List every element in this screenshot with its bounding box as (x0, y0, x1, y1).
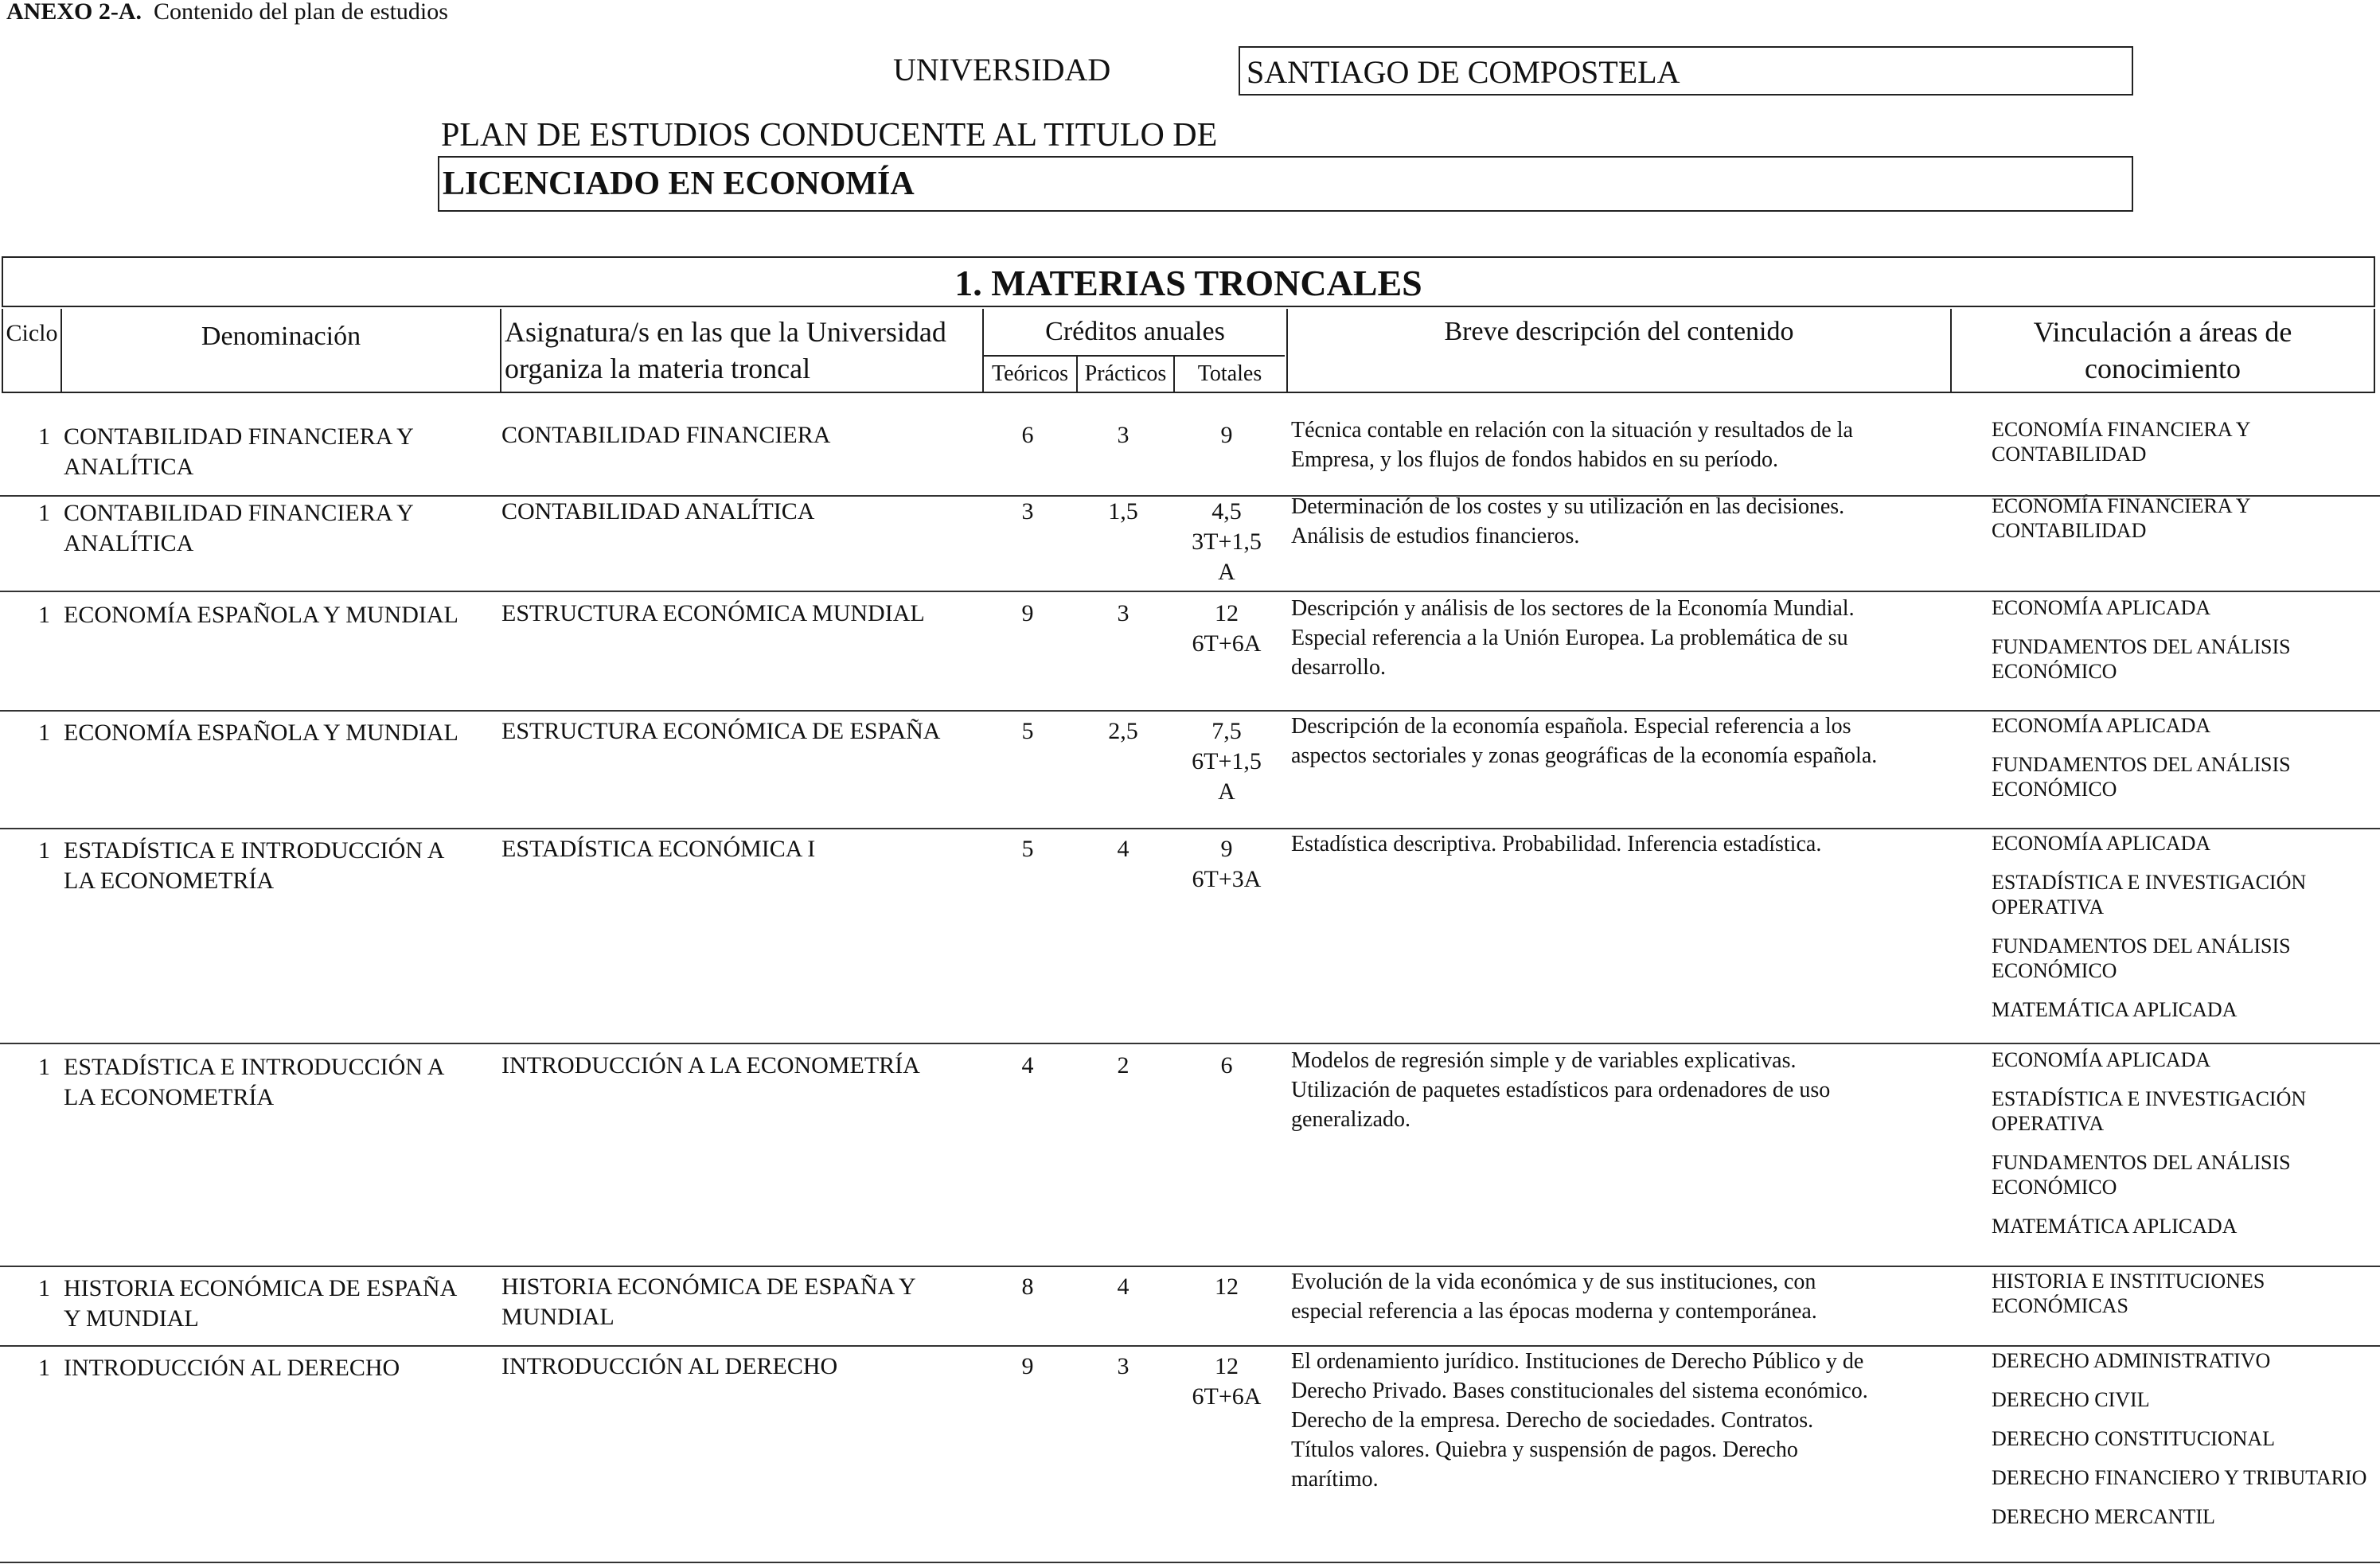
area-item-line: MATEMÁTICA APLICADA (1992, 1215, 2238, 1238)
denominacion (64, 1052, 444, 1113)
header-creditos-text: Créditos anuales (1045, 317, 1225, 346)
totales-value (1191, 599, 1262, 659)
totales-value (1191, 1051, 1262, 1081)
ciclo-value: 1 (38, 1355, 50, 1381)
denominacion (64, 1353, 400, 1383)
totales-line: 4,5 (1211, 498, 1242, 525)
denominacion-line: ESTADÍSTICA E INTRODUCCIÓN A (64, 1054, 445, 1080)
area-item-line: DERECHO FINANCIERO Y TRIBUTARIO (1992, 1466, 2367, 1489)
area-item (1992, 997, 2306, 1022)
area-item-line: ECONÓMICO (1992, 778, 2117, 801)
descripcion (1291, 492, 1844, 551)
denominacion-line: ECONOMÍA ESPAÑOLA Y MUNDIAL (64, 720, 458, 746)
area-item (1992, 493, 2251, 543)
teoricos-value: 6 (1021, 422, 1034, 448)
totales-line: 6T+1,5 (1192, 748, 1262, 774)
asignatura-line: CONTABILIDAD FINANCIERA (501, 422, 831, 448)
teoricos-value: 5 (1021, 836, 1034, 862)
area-item (1992, 870, 2306, 919)
denominacion-line: Y MUNDIAL (64, 1305, 199, 1332)
descripcion-line: Derecho de la empresa. Derecho de sociedades. Contratos. (1291, 1408, 1814, 1433)
asignatura-line: ESTRUCTURA ECONÓMICA MUNDIAL (501, 600, 925, 626)
descripcion (1291, 1347, 1868, 1494)
asignatura-line: CONTABILIDAD ANALÍTICA (501, 498, 815, 525)
denominacion-line: INTRODUCCIÓN AL DERECHO (64, 1355, 400, 1381)
totales-value (1191, 1272, 1262, 1302)
areas-conocimiento (1992, 595, 2291, 698)
area-item-line: MATEMÁTICA APLICADA (1992, 998, 2238, 1021)
totales-line: 12 (1215, 1353, 1239, 1379)
asignatura (501, 1272, 916, 1332)
area-item-line: ECONOMÍA APLICADA (1992, 832, 2211, 855)
area-item-line: FUNDAMENTOS DEL ANÁLISIS (1992, 934, 2291, 958)
area-item-line: ECONÓMICO (1992, 1176, 2117, 1199)
descripcion-line: Descripción y análisis de los sectores de la Economía Mundial. (1291, 596, 1855, 621)
area-item (1992, 1214, 2306, 1238)
asignatura-line: ESTRUCTURA ECONÓMICA DE ESPAÑA (501, 718, 941, 744)
area-item (1992, 634, 2291, 684)
asignatura (501, 1051, 920, 1081)
denominacion-line: ESTADÍSTICA E INTRODUCCIÓN A (64, 837, 445, 864)
practicos-value: 4 (1117, 1274, 1130, 1300)
teoricos-value: 9 (1021, 1353, 1034, 1379)
totales-line: 12 (1215, 1274, 1239, 1300)
asignatura (501, 420, 830, 451)
header-denominacion-text: Denominación (201, 322, 361, 351)
header-descripcion (1288, 309, 1952, 393)
asignatura-line: HISTORIA ECONÓMICA DE ESPAÑA Y (501, 1274, 916, 1300)
denominacion (64, 600, 458, 630)
area-item-line: ECONÓMICO (1992, 959, 2117, 982)
area-item-line: DERECHO CONSTITUCIONAL (1992, 1427, 2276, 1450)
row-divider (0, 591, 2380, 592)
practicos-value: 3 (1117, 422, 1130, 448)
descripcion (1291, 829, 1821, 859)
denominacion (64, 498, 414, 559)
area-item-line: CONTABILIDAD (1992, 443, 2147, 466)
asignatura-line: MUNDIAL (501, 1304, 615, 1330)
descripcion-line: Estadística descriptiva. Probabilidad. Inferencia estadística. (1291, 832, 1822, 856)
descripcion-line: aspectos sectoriales y zonas geográficas de la economía española. (1291, 743, 1878, 768)
area-item-line: ECONOMÍA FINANCIERA Y (1992, 418, 2251, 441)
row-divider (0, 495, 2380, 497)
area-item-line: FUNDAMENTOS DEL ANÁLISIS (1992, 635, 2291, 658)
totales-line: A (1218, 778, 1235, 805)
area-item-line: DERECHO MERCANTIL (1992, 1505, 2215, 1528)
denominacion-line: CONTABILIDAD FINANCIERA Y (64, 500, 414, 526)
row-divider (0, 1266, 2380, 1267)
ciclo-value: 1 (38, 837, 50, 864)
descripcion (1291, 1267, 1817, 1326)
practicos-value: 2 (1117, 1052, 1130, 1078)
areas-conocimiento (1992, 1047, 2306, 1253)
area-item-line: FUNDAMENTOS DEL ANÁLISIS (1992, 1151, 2291, 1174)
totales-value (1191, 834, 1262, 895)
practicos-value: 3 (1117, 1353, 1130, 1379)
header-vinculacion-line2: conocimiento (2085, 353, 2241, 384)
area-item (1992, 417, 2251, 466)
area-item (1992, 831, 2306, 856)
denominacion (64, 836, 444, 896)
ciclo-value: 1 (38, 1275, 50, 1301)
header-asignatura (501, 309, 984, 393)
descripcion-line: Técnica contable en relación con la situación y resultados de la (1291, 418, 1853, 443)
area-item-line: ESTADÍSTICA E INVESTIGACIÓN (1992, 871, 2307, 894)
totales-line: 6 (1220, 1052, 1233, 1078)
area-item-line: ECONOMÍA APLICADA (1992, 596, 2211, 619)
descripcion-line: Modelos de regresión simple y de variables explicativas. (1291, 1048, 1797, 1073)
header-creditos (984, 309, 1288, 393)
degree-title-box: LICENCIADO EN ECONOMÍA (438, 156, 2133, 212)
area-item (1992, 752, 2291, 802)
area-item (1992, 1150, 2306, 1199)
denominacion-line: HISTORIA ECONÓMICA DE ESPAÑA (64, 1275, 458, 1301)
practicos-value: 4 (1117, 836, 1130, 862)
area-item-line: ESTADÍSTICA E INVESTIGACIÓN (1992, 1087, 2307, 1110)
area-item-line: DERECHO CIVIL (1992, 1388, 2150, 1411)
totales-line: 3T+1,5 (1192, 529, 1262, 555)
header-vinculacion (1952, 309, 2375, 393)
header-totales: Totales (1175, 355, 1285, 392)
asignatura (501, 599, 925, 629)
header-asignatura-line1: Asignatura/s en las que la Universidad (505, 316, 946, 348)
ciclo-value: 1 (38, 720, 50, 746)
area-item (1992, 1426, 2366, 1451)
row-divider (0, 710, 2380, 712)
descripcion-line: Especial referencia a la Unión Europea. La problemática de su (1291, 626, 1848, 650)
row-divider (0, 1562, 2380, 1563)
descripcion (1291, 712, 1877, 770)
teoricos-value: 4 (1021, 1052, 1034, 1078)
row-divider (0, 828, 2380, 829)
area-item (1992, 934, 2306, 983)
header-asignatura-line2: organiza la materia troncal (505, 353, 811, 384)
denominacion (64, 1274, 457, 1334)
totales-line: 9 (1220, 836, 1233, 862)
area-item (1992, 1387, 2366, 1412)
ciclo-value: 1 (38, 423, 50, 450)
totales-value (1191, 1352, 1262, 1412)
descripcion-line: Empresa, y los flujos de fondos habidos en su período. (1291, 447, 1779, 472)
header-descripcion-text: Breve descripción del contenido (1444, 317, 1794, 346)
descripcion-line: desarrollo. (1291, 655, 1386, 680)
area-item-line: OPERATIVA (1992, 1112, 2105, 1135)
totales-line: 7,5 (1211, 718, 1242, 744)
areas-conocimiento (1992, 1348, 2366, 1543)
teoricos-value: 5 (1021, 718, 1034, 744)
area-item-line: HISTORIA E INSTITUCIONES (1992, 1270, 2265, 1293)
university-name-box: SANTIAGO DE COMPOSTELA (1239, 46, 2133, 96)
descripcion-line: especial referencia a las épocas moderna y contemporánea. (1291, 1299, 1817, 1324)
header-practicos: Prácticos (1078, 355, 1175, 392)
descripcion-line: Análisis de estudios financieros. (1291, 524, 1580, 548)
area-item-line: ECONOMÍA APLICADA (1992, 1048, 2211, 1071)
totales-line: 6T+3A (1192, 866, 1262, 892)
header-vinculacion-line1: Vinculación a áreas de (2033, 316, 2292, 348)
practicos-value: 1,5 (1108, 498, 1138, 525)
area-item-line: FUNDAMENTOS DEL ANÁLISIS (1992, 753, 2291, 776)
area-item (1992, 1047, 2306, 1072)
area-item-line: ECONÓMICO (1992, 660, 2117, 683)
denominacion-line: LA ECONOMETRÍA (64, 868, 275, 894)
denominacion (64, 422, 414, 482)
denominacion-line: ANALÍTICA (64, 454, 194, 480)
denominacion-line: LA ECONOMETRÍA (64, 1084, 275, 1110)
denominacion-line: ECONOMÍA ESPAÑOLA Y MUNDIAL (64, 602, 458, 628)
descripcion (1291, 415, 1853, 474)
area-item-line: ECONOMÍA FINANCIERA Y (1992, 494, 2251, 517)
area-item-line: OPERATIVA (1992, 895, 2105, 919)
area-item-line: ECONÓMICAS (1992, 1294, 2128, 1317)
asignatura (501, 716, 940, 747)
annex-number: ANEXO 2-A. (6, 0, 142, 25)
areas-conocimiento (1992, 713, 2291, 816)
area-item (1992, 1465, 2366, 1490)
practicos-value: 3 (1117, 600, 1130, 626)
teoricos-value: 3 (1021, 498, 1034, 525)
totales-line: 6T+6A (1192, 1383, 1262, 1410)
area-item-line: ECONOMÍA APLICADA (1992, 714, 2211, 737)
denominacion (64, 718, 458, 748)
area-item (1992, 1086, 2306, 1136)
plan-label: PLAN DE ESTUDIOS CONDUCENTE AL TITULO DE (441, 117, 1218, 154)
asignatura (501, 497, 814, 527)
area-item-line: CONTABILIDAD (1992, 519, 2147, 542)
teoricos-value: 8 (1021, 1274, 1034, 1300)
descripcion-line: Títulos valores. Quiebra y suspensión de pagos. Derecho (1291, 1437, 1798, 1462)
annex-text: Contenido del plan de estudios (154, 0, 448, 25)
header-ciclo (2, 309, 62, 393)
row-divider (0, 1043, 2380, 1044)
header-teoricos: Teóricos (984, 355, 1078, 392)
area-item (1992, 1504, 2366, 1529)
descripcion-line: Derecho Privado. Bases constitucionales del sistema económico. (1291, 1379, 1868, 1403)
totales-line: 9 (1220, 422, 1233, 448)
row-divider (0, 1345, 2380, 1347)
annex-label (6, 0, 448, 25)
area-item-line: DERECHO ADMINISTRATIVO (1992, 1349, 2271, 1372)
university-label: UNIVERSIDAD (893, 52, 1111, 88)
descripcion (1291, 594, 1855, 682)
teoricos-value: 9 (1021, 600, 1034, 626)
ciclo-value: 1 (38, 500, 50, 526)
descripcion-line: Determinación de los costes y su utilización en las decisiones. (1291, 494, 1845, 519)
header-denominacion (62, 309, 501, 393)
ciclo-value: 1 (38, 602, 50, 628)
area-item (1992, 1269, 2265, 1318)
totales-line: 12 (1215, 600, 1239, 626)
area-item (1992, 595, 2291, 620)
descripcion (1291, 1046, 1830, 1134)
ciclo-value: 1 (38, 1054, 50, 1080)
area-item (1992, 1348, 2366, 1373)
areas-conocimiento (1992, 1269, 2265, 1332)
asignatura-line: ESTADÍSTICA ECONÓMICA I (501, 836, 816, 862)
denominacion-line: CONTABILIDAD FINANCIERA Y (64, 423, 414, 450)
asignatura (501, 834, 815, 864)
totales-line: A (1218, 559, 1235, 585)
areas-conocimiento (1992, 831, 2306, 1036)
totales-value (1191, 420, 1262, 451)
descripcion-line: marítimo. (1291, 1467, 1379, 1492)
areas-conocimiento (1992, 417, 2251, 481)
totales-line: 6T+6A (1192, 630, 1262, 657)
descripcion-line: Descripción de la economía española. Especial referencia a los (1291, 714, 1851, 739)
asignatura-line: INTRODUCCIÓN A LA ECONOMETRÍA (501, 1052, 920, 1078)
totales-value (1191, 497, 1262, 587)
area-item (1992, 713, 2291, 738)
totales-value (1191, 716, 1262, 807)
asignatura-line: INTRODUCCIÓN AL DERECHO (501, 1353, 838, 1379)
descripcion-line: generalizado. (1291, 1107, 1411, 1132)
areas-conocimiento (1992, 493, 2251, 557)
descripcion-line: El ordenamiento jurídico. Instituciones de Derecho Público y de (1291, 1349, 1864, 1374)
denominacion-line: ANALÍTICA (64, 530, 194, 556)
descripcion-line: Utilización de paquetes estadísticos para ordenadores de uso (1291, 1078, 1831, 1102)
header-ciclo-text: Ciclo (6, 320, 58, 346)
practicos-value: 2,5 (1108, 718, 1138, 744)
asignatura (501, 1352, 837, 1382)
descripcion-line: Evolución de la vida económica y de sus instituciones, con (1291, 1270, 1816, 1294)
section-title: 1. MATERIAS TRONCALES (2, 256, 2375, 307)
